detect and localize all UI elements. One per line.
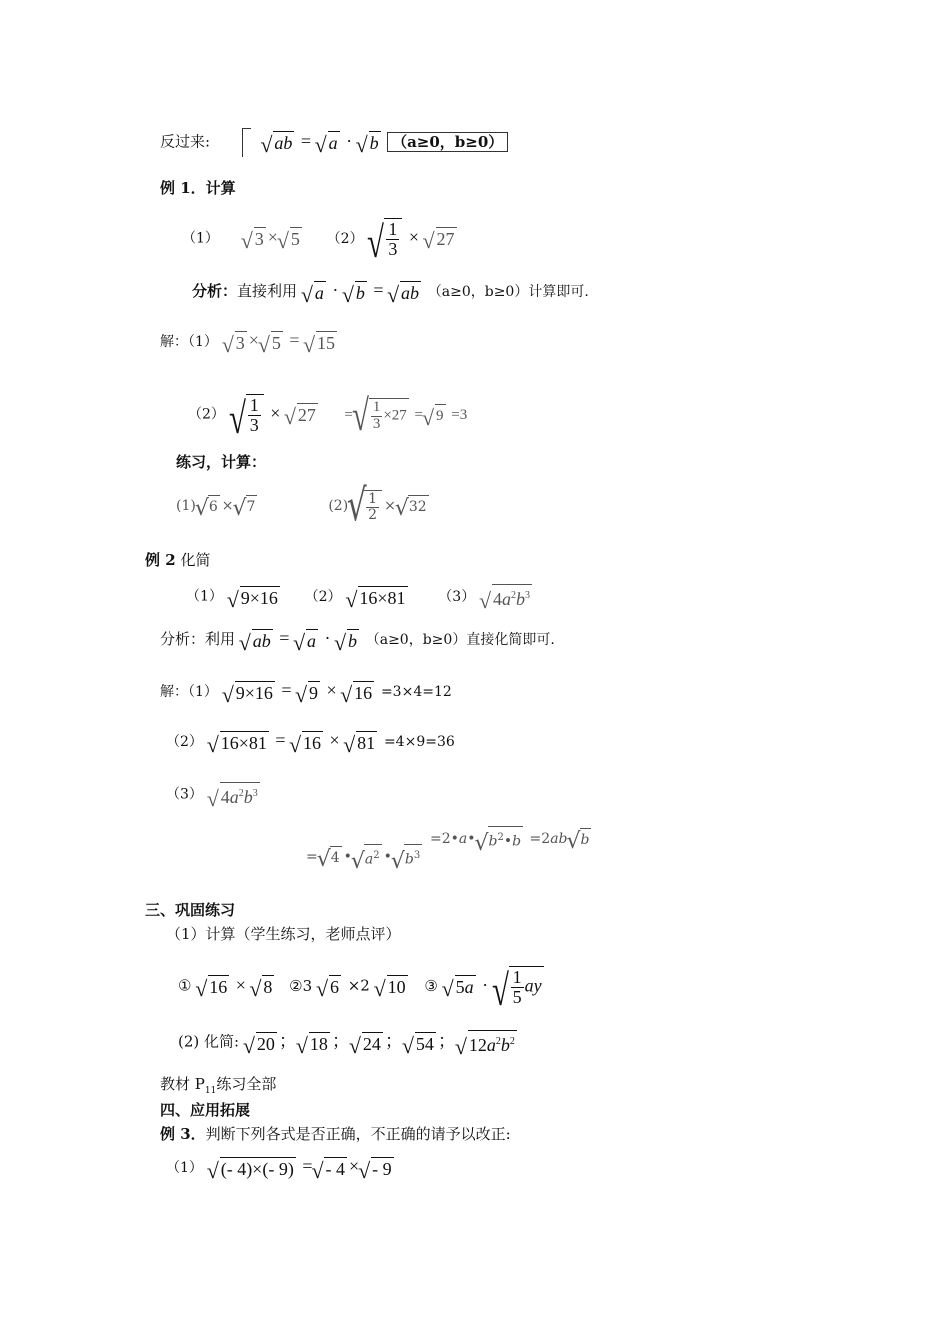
intro-label: 反过来: bbox=[160, 132, 211, 151]
ex3-title: 例 3． bbox=[160, 1125, 206, 1143]
c2-mult: ×2 bbox=[347, 976, 370, 995]
solution-1-expr: √ 3 ×√ 5 = √ 15 bbox=[223, 330, 339, 350]
ex1-title: 例 1．计算 bbox=[160, 179, 236, 197]
section3-title: 三、巩固练习 bbox=[145, 901, 236, 919]
textbook-line bbox=[160, 1074, 276, 1101]
ex2-q3-expr: √ $4a^2b^3$ bbox=[480, 585, 534, 605]
circle-1: ① bbox=[178, 976, 192, 995]
solution-2-expr: √ $\frac{1}{3}$ × √ 27 = √ $\frac{1}{3}$ ×27 =√ 9 =3 bbox=[230, 403, 468, 423]
solution-label: 解：（1） bbox=[160, 334, 218, 350]
ex2-title-text: 化简 bbox=[180, 551, 211, 569]
section3-simplify bbox=[178, 1030, 519, 1055]
ex2-s3-expr: √ $4a^2b^3$ bbox=[208, 783, 262, 803]
ex3-q1 bbox=[166, 1156, 396, 1179]
q2-label: （2） bbox=[326, 230, 364, 247]
ex2-analysis-formula: √ ab = √ a · √ b bbox=[240, 628, 361, 648]
ex2-s1-result: =3×4=12 bbox=[380, 684, 452, 700]
ex3-line bbox=[160, 1124, 511, 1144]
textbook-label: 教材 P bbox=[160, 1075, 205, 1093]
textbook-page: 11 bbox=[204, 1086, 217, 1096]
sub2-label: (2) 化简: bbox=[178, 1032, 240, 1051]
formula-condition-box: （a≥0，b≥0） bbox=[387, 132, 508, 152]
ex1-practice-title: 练习，计算： bbox=[176, 453, 267, 471]
ex3-q1-expr: √ (- 4)×(- 9) =√ - 4 ×√ - 9 bbox=[208, 1156, 396, 1176]
section3-sub1: （1）计算（学生练习，老师点评） bbox=[166, 925, 401, 943]
ex2-q1-expr: √ 9×16 bbox=[228, 585, 282, 605]
ex3-q1-label: （1） bbox=[166, 1160, 203, 1176]
ex1-analysis bbox=[192, 280, 589, 303]
section4-title: 四、应用拓展 bbox=[160, 1101, 251, 1119]
bracket-mark bbox=[242, 128, 251, 157]
circle-3: ③ bbox=[424, 976, 438, 995]
ex2-s3-step2: =2•a•√ $b^2•b =2ab√$ b bbox=[430, 826, 593, 852]
analysis-text: 直接利用 bbox=[237, 282, 298, 300]
p2-label: (2) bbox=[328, 498, 349, 515]
ex2-s3-step1: =√ 4 •√ $a^2$ •√ $b^3$ bbox=[306, 844, 424, 870]
ex2-q2-label: （2） bbox=[304, 588, 342, 605]
ex1-q2-expr: √ $\frac{1}{3}$ × √ 27 bbox=[368, 227, 458, 247]
ex2-s2-result: =4×9=36 bbox=[383, 734, 455, 750]
ex1-solution-1 bbox=[160, 330, 339, 353]
ex1-questions bbox=[182, 218, 459, 259]
ex2-analysis-text: 分析：利用 bbox=[160, 630, 236, 648]
c3-expr: √ 5a · √ $\frac{1}{5}$ ay bbox=[443, 975, 546, 995]
analysis-condition: （a≥0，b≥0）计算即可. bbox=[427, 284, 589, 300]
q1-label: （1） bbox=[182, 230, 219, 247]
c2-expr-b: √ 10 bbox=[375, 975, 410, 995]
ex2-title-label: 例 2 bbox=[145, 551, 176, 569]
ex2-solution-2 bbox=[166, 730, 455, 753]
ex2-s2-expr: √ 16×81 = √ 16 × √ 81 bbox=[208, 730, 379, 750]
ex1-solution-2 bbox=[188, 394, 467, 435]
ex2-questions bbox=[186, 584, 534, 609]
c2-expr: √ 6 bbox=[317, 975, 343, 995]
ex2-solution-3 bbox=[166, 782, 262, 807]
ex2-analysis-condition: （a≥0，b≥0）直接化简即可. bbox=[365, 632, 555, 648]
analysis-formula: √ a · √ b = √ ab bbox=[302, 280, 423, 300]
ex2-q1-label: （1） bbox=[186, 588, 223, 605]
section3-calc-items bbox=[178, 966, 546, 1007]
p1-label: (1) bbox=[176, 498, 196, 515]
ex2-s1-label: 解：（1） bbox=[160, 684, 218, 700]
ex2-solution-1 bbox=[160, 680, 452, 703]
circle-2: ②3 bbox=[289, 976, 313, 995]
ex1-q1-expr: √ 3 ×√ 5 bbox=[242, 227, 304, 247]
ex2-analysis bbox=[160, 628, 555, 651]
ex1-practice-items: (1)√ 6 ×√ 7 (2) √ $\frac{1}{2}$ ×√ 32 bbox=[176, 490, 431, 522]
ex3-text: 判断下列各式是否正确，不正确的请予以改正: bbox=[205, 1125, 511, 1143]
s2-label: （2） bbox=[188, 406, 225, 423]
ex2-q2-expr: √ 16×81 bbox=[346, 585, 409, 605]
ex2-s3-label: （3） bbox=[166, 786, 203, 803]
analysis-label: 分析： bbox=[192, 282, 238, 300]
c1-expr: √ 16 × √ 8 bbox=[196, 975, 276, 995]
ex2-title bbox=[145, 550, 210, 570]
formula-product-rule: √ ab = √ a · √ b bbox=[261, 131, 387, 151]
ex2-s1-expr: √ 9×16 = √ 9 × √ 16 bbox=[223, 680, 376, 700]
ex2-q3-label: （3） bbox=[438, 588, 476, 605]
textbook-rest: 练习全部 bbox=[216, 1075, 277, 1093]
simplify-items: √ 20 ；√ 18 ；√ 24 ；√ 54 ；√ $12a^2b^2$ bbox=[244, 1031, 519, 1051]
ex2-s2-label: （2） bbox=[166, 734, 203, 750]
s2-result: =3 bbox=[451, 406, 468, 423]
intro-line bbox=[160, 128, 508, 157]
